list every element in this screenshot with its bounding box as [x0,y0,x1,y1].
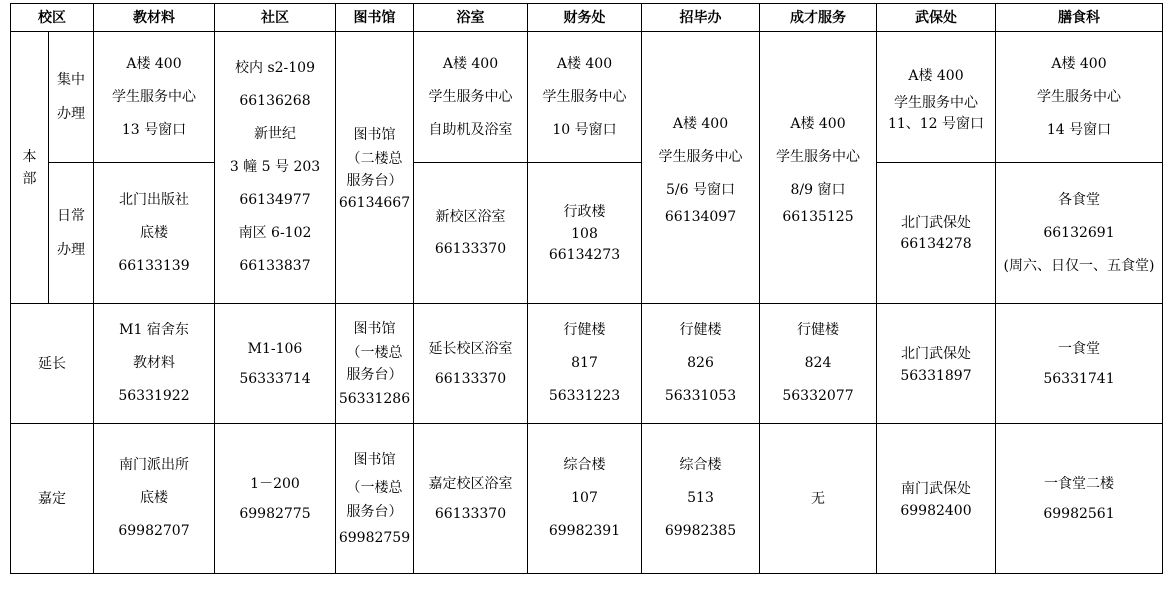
cell-jiading-graduation-office: 综合楼 513 69982385 [642,424,760,574]
cell-yanchang-textbooks: M1 宿舍东 教材料 56331922 [94,304,215,424]
cell-benbu-dining-daily: 各食堂 66132691 (周六、日仅一、五食堂) [996,163,1163,304]
table-row-benbu-daily [11,163,1163,304]
cell-jiading-finance: 综合楼 107 69982391 [528,424,642,574]
cell-benbu-security-daily: 北门武保处 66134278 [877,163,996,304]
cell-jiading-dining: 一食堂二楼 69982561 [996,424,1163,574]
cell-jiading-library: 图书馆 （一楼总 服务台） 69982759 [336,424,414,574]
header-graduation-office: 招毕办 [642,4,760,32]
header-textbooks: 教材料 [94,4,215,32]
table-row-jiading [11,424,1163,574]
cell-benbu-graduation-office: A楼 400 学生服务中心 5/6 号窗口 66134097 [642,32,760,304]
header-row [11,4,1163,32]
sub-label-daily: 日常 办理 [49,163,94,304]
service-directory-table [10,3,1163,574]
header-career-service: 成才服务 [760,4,877,32]
cell-benbu-finance-daily: 行政楼 108 66134273 [528,163,642,304]
cell-benbu-library: 图书馆 （二楼总 服务台） 66134667 [336,32,414,304]
cell-benbu-bathhouse-central: A楼 400 学生服务中心 自助机及浴室 [414,32,528,163]
header-finance: 财务处 [528,4,642,32]
campus-benbu: 本 部 [11,32,49,304]
cell-yanchang-security: 北门武保处 56331897 [877,304,996,424]
cell-yanchang-graduation-office: 行健楼 826 56331053 [642,304,760,424]
cell-yanchang-community: M1-106 56333714 [215,304,336,424]
cell-jiading-bathhouse: 嘉定校区浴室 66133370 [414,424,528,574]
table-row-benbu-centralized [11,32,1163,163]
cell-benbu-textbooks-central: A楼 400 学生服务中心 13 号窗口 [94,32,215,163]
cell-benbu-dining-central: A楼 400 学生服务中心 14 号窗口 [996,32,1163,163]
cell-jiading-career-service: 无 [760,424,877,574]
cell-benbu-textbooks-daily: 北门出版社 底楼 66133139 [94,163,215,304]
cell-jiading-security: 南门武保处 69982400 [877,424,996,574]
cell-yanchang-dining: 一食堂 56331741 [996,304,1163,424]
table-row-yanchang [11,304,1163,424]
header-bathhouse: 浴室 [414,4,528,32]
cell-yanchang-career-service: 行健楼 824 56332077 [760,304,877,424]
cell-benbu-career-service: A楼 400 学生服务中心 8/9 窗口 66135125 [760,32,877,304]
campus-yanchang: 延长 [11,304,94,424]
cell-yanchang-finance: 行健楼 817 56331223 [528,304,642,424]
campus-jiading: 嘉定 [11,424,94,574]
header-security-office: 武保处 [877,4,996,32]
header-campus: 校区 [11,4,94,32]
sub-label-centralized: 集中 办理 [49,32,94,163]
cell-jiading-community: 1－200 69982775 [215,424,336,574]
header-library: 图书馆 [336,4,414,32]
header-dining: 膳食科 [996,4,1163,32]
cell-benbu-bathhouse-daily: 新校区浴室 66133370 [414,163,528,304]
cell-benbu-finance-central: A楼 400 学生服务中心 10 号窗口 [528,32,642,163]
header-community: 社区 [215,4,336,32]
cell-benbu-security-central: A楼 400 学生服务中心 11、12 号窗口 [877,32,996,163]
cell-yanchang-bathhouse: 延长校区浴室 66133370 [414,304,528,424]
cell-jiading-textbooks: 南门派出所 底楼 69982707 [94,424,215,574]
cell-benbu-community: 校内 s2-109 66136268 新世纪 3 幢 5 号 203 66134977 南区 6-102 66133837 [215,32,336,304]
cell-yanchang-library: 图书馆 （一楼总 服务台） 56331286 [336,304,414,424]
